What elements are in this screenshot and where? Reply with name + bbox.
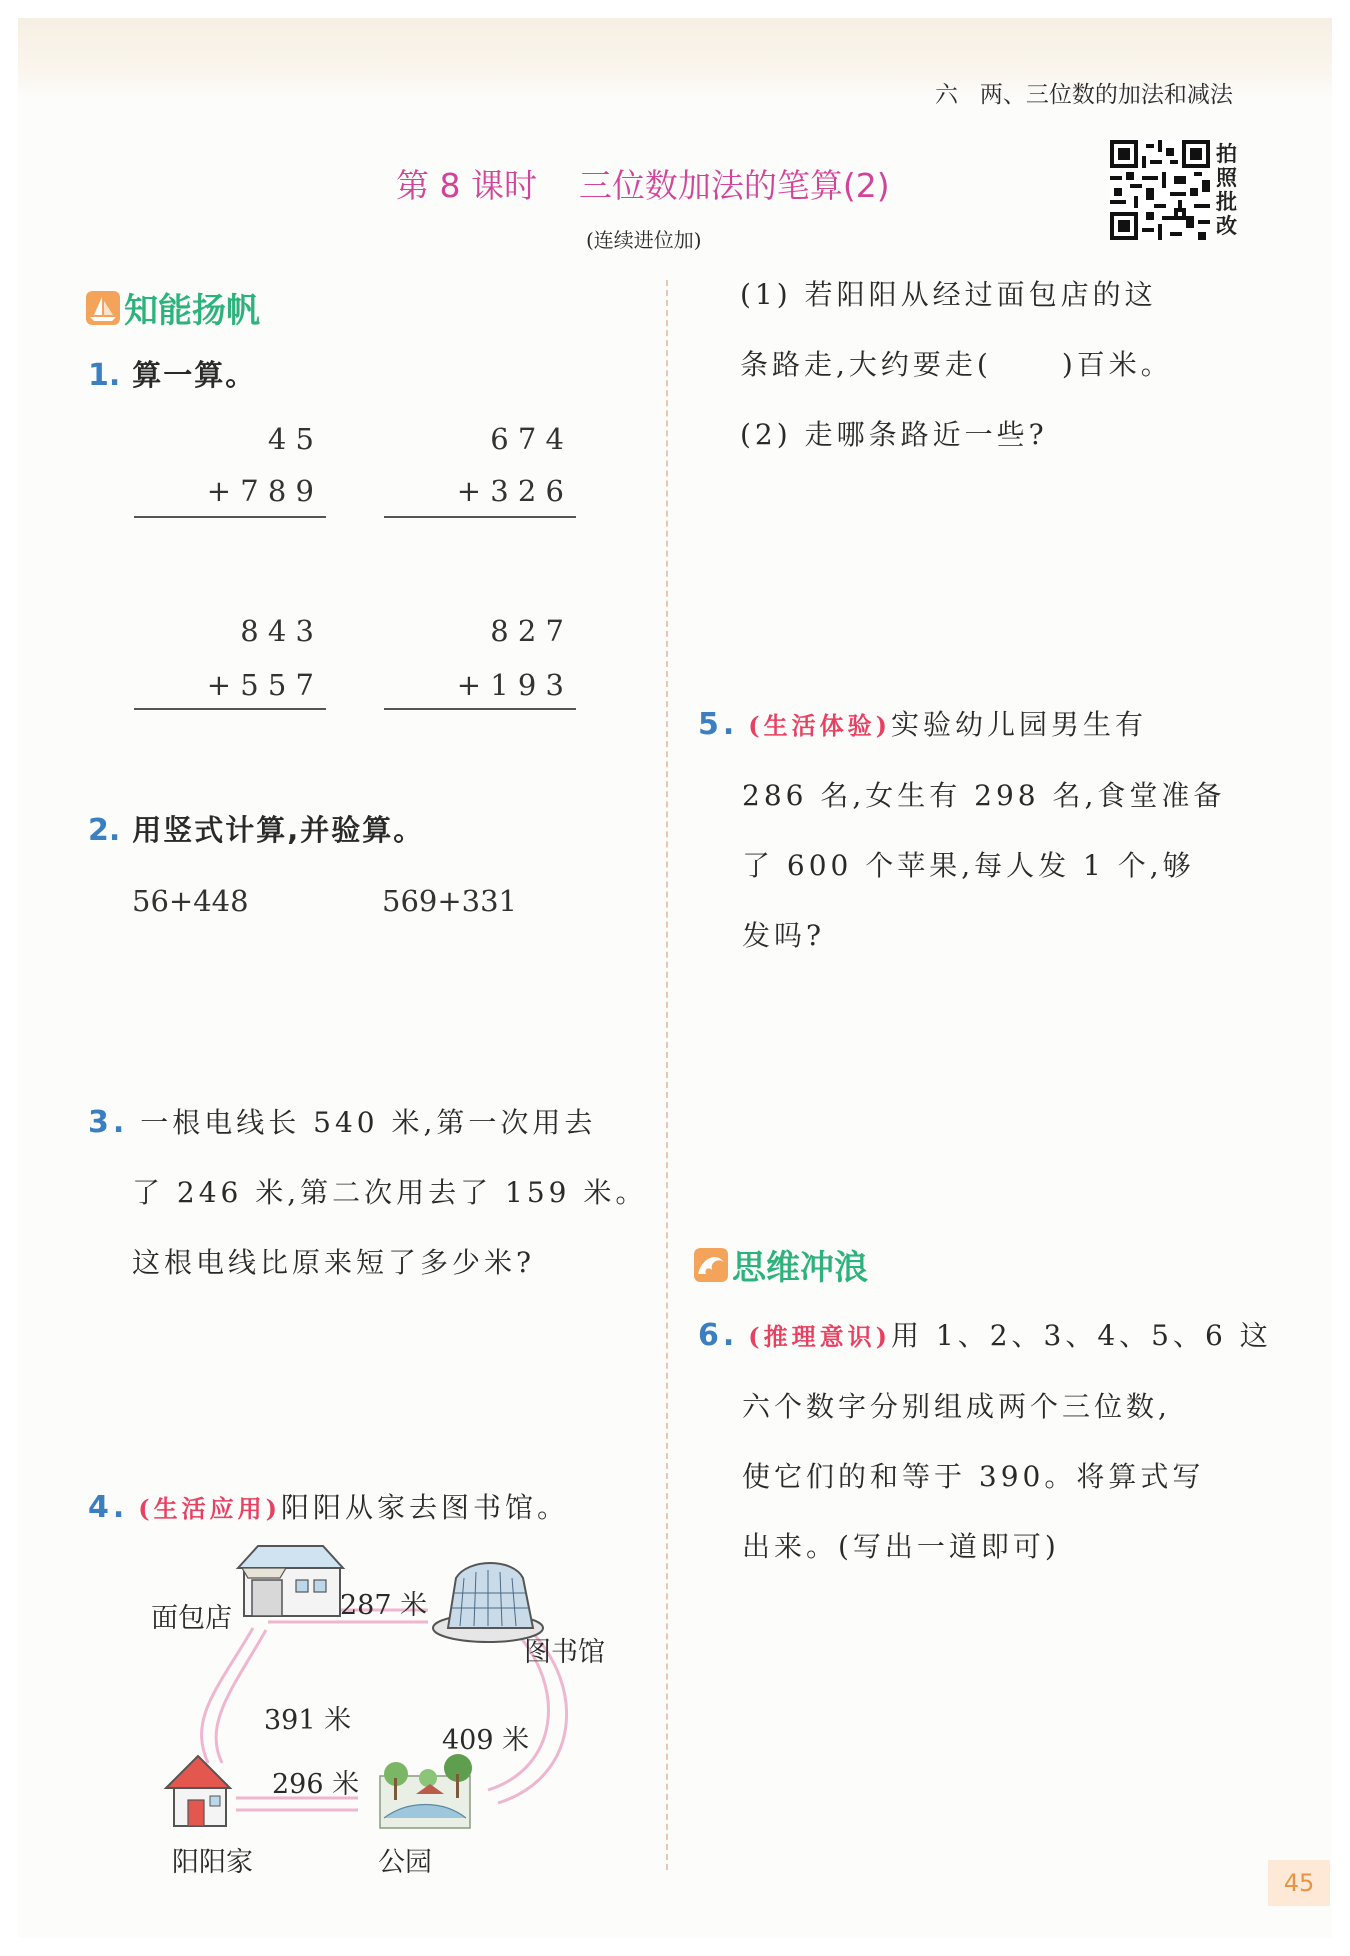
question-2 [88, 808, 424, 849]
q4-sub1-line2 [740, 330, 1320, 400]
answer-line [134, 516, 326, 518]
column-divider [666, 280, 668, 1870]
label-distance: 287 米 [340, 1590, 428, 1621]
q5-line: 了 600 个苹果,每人发 1 个,够 [742, 849, 1195, 882]
q4-sub1-post: )百米。 [1061, 348, 1173, 381]
q2-number: 2. [88, 813, 121, 848]
label-distance: 296 米 [272, 1769, 360, 1800]
label-library: 图书馆 [524, 1637, 605, 1668]
vertical-problem-bottom: + 5 5 7 [206, 668, 314, 702]
vertical-problem-top: 6 7 4 [490, 422, 564, 456]
vertical-problem-bottom: + 3 2 6 [456, 474, 564, 508]
qr-label: 拍照批改 [1216, 142, 1237, 238]
label-park: 公园 [378, 1847, 432, 1878]
bakery-icon [238, 1546, 343, 1616]
section-thinking [694, 1240, 868, 1289]
q4-text: 阳阳从家去图书馆。 [281, 1491, 570, 1524]
vertical-problem-top: 8 4 3 [240, 614, 314, 648]
chapter-header: 六 两、三位数的加法和减法 [935, 82, 1233, 108]
home-icon [166, 1756, 230, 1826]
question-6 [698, 1301, 1318, 1582]
q2-text: 用竖式计算,并验算。 [132, 813, 425, 847]
q4-number: 4. [88, 1490, 129, 1525]
label-distance: 391 米 [264, 1705, 352, 1736]
answer-line [384, 708, 576, 710]
lesson-title: 第 8 课时 三位数加法的笔算(2) [396, 166, 890, 205]
answer-line [384, 516, 576, 518]
q6-tag: (推理意识) [748, 1322, 891, 1351]
q5-line: 发吗? [742, 919, 826, 952]
q1-number: 1. [88, 358, 121, 393]
q6-line: 使它们的和等于 390。将算式写 [742, 1460, 1205, 1493]
q1-text: 算一算。 [132, 358, 257, 392]
section-knowledge-title: 知能扬帆 [124, 291, 260, 331]
q4-sub1-line: (1) 若阳阳从经过面包店的这 [740, 278, 1157, 311]
expression: 569+331 [382, 884, 518, 918]
lesson-subtitle: (连续进位加) [586, 228, 702, 252]
qr-code-icon[interactable] [1110, 140, 1210, 240]
q3-number: 3. [88, 1105, 129, 1140]
q5-tag: (生活体验) [748, 711, 891, 740]
section-thinking-title: 思维冲浪 [732, 1248, 868, 1288]
answer-line [134, 708, 326, 710]
q5-number: 5. [698, 707, 739, 742]
question-5 [698, 690, 1318, 971]
label-home: 阳阳家 [172, 1847, 253, 1878]
q4-sub1-pre: 条路走,大约要走( [740, 348, 992, 381]
question-4 [88, 1473, 668, 1544]
q5-line: 286 名,女生有 298 名,食堂准备 [742, 779, 1226, 812]
q3-line: 了 246 米,第二次用去了 159 米。 [132, 1176, 648, 1209]
workbook-page [18, 18, 1332, 1938]
q6-line: 六个数字分别组成两个三位数, [742, 1390, 1171, 1423]
q6-line: 出来。(写出一道即可) [742, 1530, 1060, 1563]
q6-line: 用 1、2、3、4、5、6 这 [891, 1319, 1272, 1352]
page-number: 45 [1268, 1860, 1330, 1906]
vertical-problem-top: 4 5 [267, 422, 314, 456]
q4-sub2: (2) 走哪条路近一些? [740, 418, 1048, 451]
sail-icon [86, 291, 120, 325]
vertical-problem-bottom: + 7 8 9 [206, 474, 314, 508]
label-distance: 409 米 [442, 1725, 530, 1756]
section-knowledge [86, 283, 260, 332]
expression: 56+448 [132, 884, 249, 918]
q6-number: 6. [698, 1318, 739, 1353]
vertical-problem-bottom: + 1 9 3 [456, 668, 564, 702]
q5-line: 实验幼儿园男生有 [891, 708, 1148, 741]
wave-icon [694, 1248, 728, 1282]
label-bakery: 面包店 [151, 1603, 232, 1634]
question-3 [88, 1088, 658, 1298]
q4-tag: (生活应用) [138, 1494, 281, 1523]
q3-line: 这根电线比原来短了多少米? [132, 1246, 536, 1279]
vertical-problem-top: 8 2 7 [490, 614, 564, 648]
q4-subquestions [740, 260, 1320, 470]
q3-line: 一根电线长 540 米,第一次用去 [140, 1106, 597, 1139]
park-icon [380, 1754, 472, 1828]
question-1 [88, 353, 256, 394]
